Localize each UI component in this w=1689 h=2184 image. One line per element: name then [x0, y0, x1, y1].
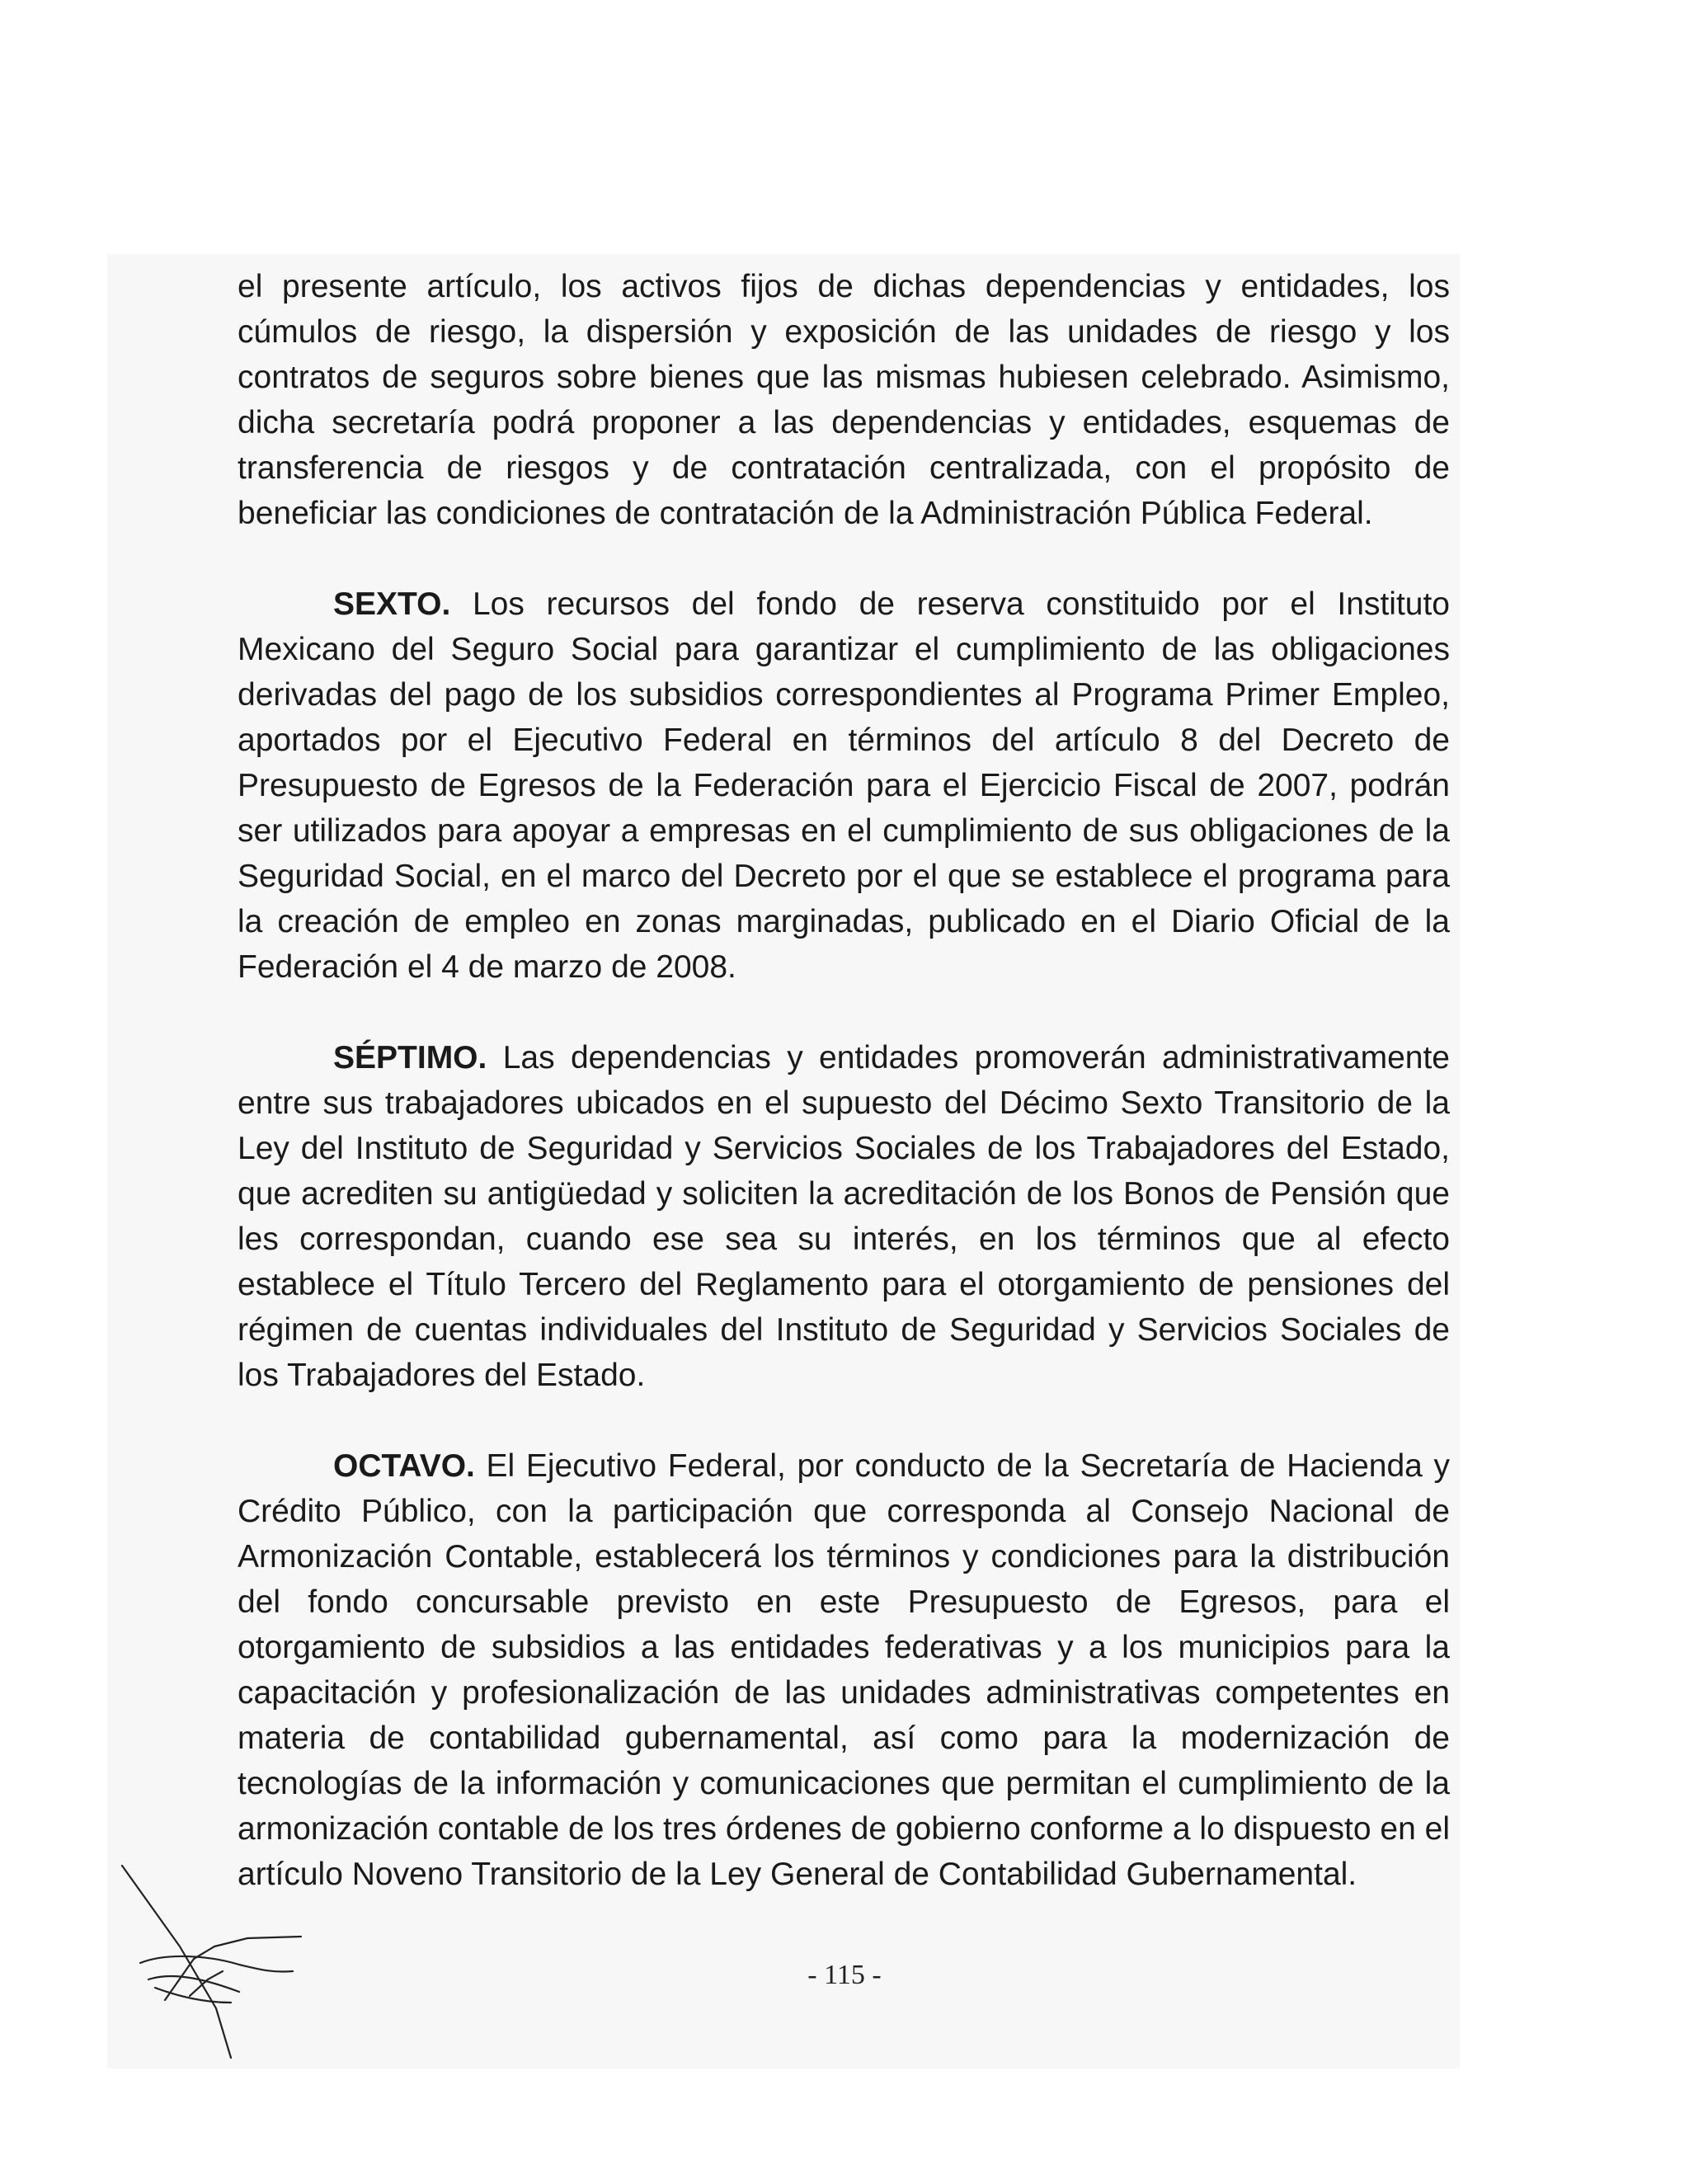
paragraph-text: Las dependencias y entidades promoverán administrativamente entre sus trabajadores ubicados en el supuesto del Décimo Sexto Transitorio de la Ley del Instituto de Seguridad y Servicios Sociales de los Trabajadores del Estado, que acrediten su antigüedad y soliciten la acreditación de los Bonos de Pensión que les correspondan, cuando ese sea su interés, en los términos que al efecto establece el Título Tercero del Reglamento para el otorgamiento de pensiones del régimen de cuentas individuales del Instituto de Seguridad y Servicios Sociales de los Trabajadores del Estado. — [238, 1040, 1450, 1393]
document-body — [238, 264, 1450, 1897]
paragraph-octavo — [238, 1443, 1450, 1897]
handwritten-signature — [115, 1856, 313, 2062]
article-heading-sexto: SEXTO. — [333, 586, 451, 622]
article-heading-octavo: OCTAVO. — [333, 1448, 475, 1484]
page-number: - 115 - — [807, 1960, 882, 1990]
paragraph-text: el presente artículo, los activos fijos de dichas dependencias y entidades, los cúmulos de riesgo, la dispersión y exposición de las unidades de riesgo y los contratos de seguros sobre bienes que las mismas hubiesen celebrado. Asimismo, dicha secretaría podrá proponer a las dependencias y entidades, esquemas de transferencia de riesgos y de contratación centralizada, con el propósito de beneficiar las condiciones de contratación de la Administración Pública Federal. — [238, 269, 1450, 531]
paragraph-sexto — [238, 581, 1450, 990]
article-heading-septimo: SÉPTIMO. — [333, 1040, 487, 1076]
paragraph-text: Los recursos del fondo de reserva constituido por el Instituto Mexicano del Seguro Social para garantizar el cumplimiento de las obligaciones derivadas del pago de los subsidios correspondientes al Programa Primer Empleo, aportados por el Ejecutivo Federal en términos del artículo 8 del Decreto de Presupuesto de Egresos de la Federación para el Ejercicio Fiscal de 2007, podrán ser utilizados para apoyar a empresas en el cumplimiento de sus obligaciones de la Seguridad Social, en el marco del Decreto por el que se establece el programa para la creación de empleo en zonas marginadas, publicado en el Diario Oficial de la Federación el 4 de marzo de 2008. — [238, 586, 1450, 985]
paragraph-septimo — [238, 1035, 1450, 1398]
paragraph-continuation — [238, 264, 1450, 536]
paragraph-text: El Ejecutivo Federal, por conducto de la Secretaría de Hacienda y Crédito Público, con la participación que corresponda al Consejo Nacional de Armonización Contable, establecerá los términos y condiciones para la distribución del fondo concursable previsto en este Presupuesto de Egresos, para el otorgamiento de subsidios a las entidades federativas y a los municipios para la capacitación y profesionalización de las unidades administrativas competentes en materia de contabilidad gubernamental, así como para la modernización de tecnologías de la información y comunicaciones que permitan el cumplimiento de la armonización contable de los tres órdenes de gobierno conforme a lo dispuesto en el artículo Noveno Transitorio de la Ley General de Contabilidad Gubernamental. — [238, 1448, 1450, 1892]
